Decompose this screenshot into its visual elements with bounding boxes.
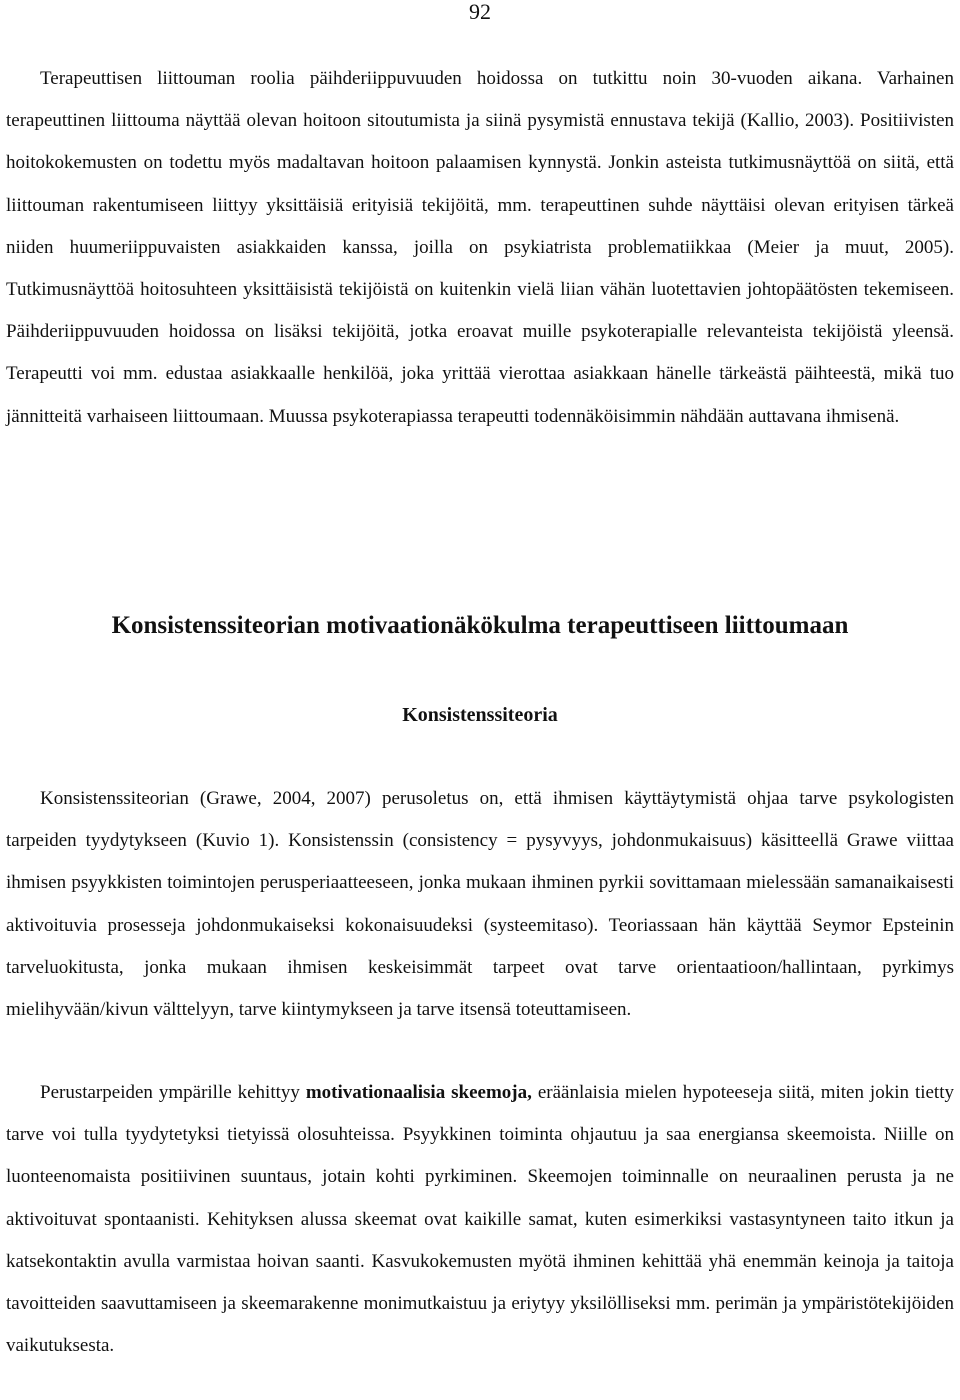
paragraph-intro: Terapeuttisen liittouman roolia päihderiippuvuuden hoidossa on tutkittu noin 30-vuoden aikana. Varhainen terapeuttinen liittouma näyttää olevan hoitoon sitoutumista ja siinä pysymistä ennustava tekijä (Kallio, 2003). Positiivisten hoitokokemusten on todettu myös madaltavan hoitoon palaamisen kynnystä. Jonkin asteista tutkimusnäyttöä on siitä, että liittouman rakentumiseen liittyy yksittäisiä erityisiä tekijöitä, mm. terapeuttinen suhde näyttäisi olevan erityisen tärkeä niiden huumeriippuvaisten asiakkaiden kanssa, joilla on psykiatrista problematiikkaa (Meier ja muut, 2005). Tutkimusnäyttöä hoitosuhteen yksittäisistä tekijöistä on kuitenkin vielä liian vähän luotettavien johtopäätösten tekemiseen. Päihderiippuvuuden hoidossa on lisäksi tekijöitä, jotka eroavat muille psykoterapialle relevanteista tekijöistä yleensä. Terapeutti voi mm. edustaa asiakkaalle henkilöä, joka yrittää vierottaa asiakkaan hänelle tärkeästä päihteestä, mikä tuo jännitteitä varhaiseen liittoumaan. Muussa psykoterapiassa terapeutti todennäköisimmin nähdään auttavana ihmisenä. (6, 68, 954, 427)
bold-term: motivationaalisia skeemoja, (305, 1082, 532, 1103)
paragraph-motivational-schemas (6, 1072, 954, 1367)
paragraph-text-start: Perustarpeiden ympärille kehittyy (40, 1082, 306, 1103)
paragraph-text-end: eräänlaisia mielen hypoteeseja siitä, miten jokin tietty tarve voi tulla tyydytetyksi tietyissä olosuhteissa. Psyykkinen toiminta ohjautuu ja saa energiansa skeemoista. Niille on luonteenomaista positiivinen suuntaus, jotain kohti pyrkiminen. Skeemojen toiminnalle on neuraalinen perusta ja ne aktivoituvat spontaanisti. Kehityksen alussa skeemat ovat kaikille samat, kuten esimerkiksi vastasyntyneen taito itkun ja katsekontaktin avulla varmistaa hoivan saanti. Kasvukokemusten myötä ihminen kehittää yhä enemmän keinoja ja taitoja tavoitteiden saavuttamiseen ja skeemarakenne monimutkaistuu ja eriytyy yksilölliseksi mm. perimän ja ympäristötekijöiden vaikutuksesta. (6, 1082, 954, 1357)
page-number: 92 (469, 0, 491, 24)
subsection-heading: Konsistenssiteoria (402, 704, 558, 726)
section-heading: Konsistenssiteorian motivaationäkökulma terapeuttiseen liittoumaan (111, 612, 849, 639)
paragraph-consistency-theory: Konsistenssiteorian (Grawe, 2004, 2007) perusoletus on, että ihmisen käyttäytymistä ohjaa tarve psykologisten tarpeiden tyydytykseen (Kuvio 1). Konsistenssin (consistency = pysyvyys, johdonmukaisuus) käsitteellä Grawe viittaa ihmisen psyykkisten toimintojen perusperiaatteeseen, jonka mukaan ihminen pyrkii sovittamaan mielessään samanaikaisesti aktivoituvia prosesseja johdonmukaiseksi kokonaisuudeksi (systeemitaso). Teoriassaan hän käyttää Seymor Epsteinin tarveluokitusta, jonka mukaan ihmisen keskeisimmät tarpeet ovat tarve orientaatioon/hallintaan, pyrkimys mielihyvään/kivun välttelyyn, tarve kiintymykseen ja tarve itsensä toteuttamiseen. (6, 788, 954, 1021)
